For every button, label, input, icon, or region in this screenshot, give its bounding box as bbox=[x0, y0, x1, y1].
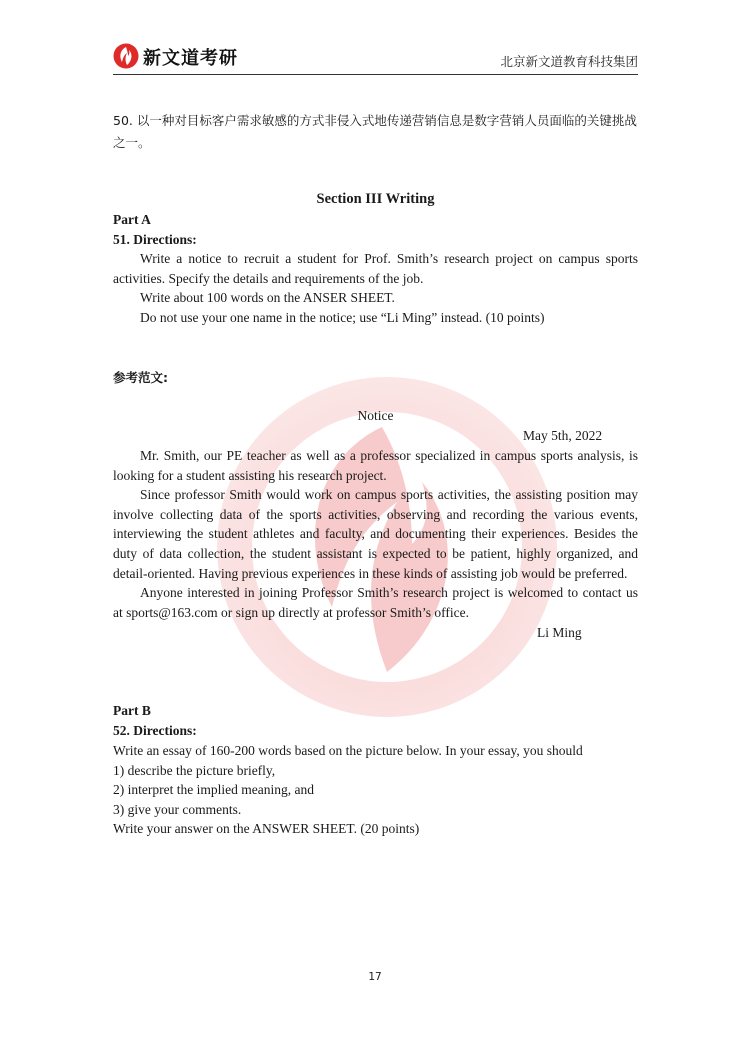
directions-line: Write about 100 words on the ANSER SHEET. bbox=[140, 290, 395, 306]
directions-line: Do not use your one name in the notice; use “Li Ming” instead. (10 points) bbox=[140, 309, 545, 325]
phoenix-logo-icon bbox=[113, 43, 139, 69]
part-a-directions-label: 51. Directions: bbox=[113, 232, 197, 247]
logo-text: 新文道考研 bbox=[143, 48, 238, 69]
sample-essay-label: 参考范文: bbox=[113, 370, 168, 385]
directions-line: 1) describe the picture briefly, bbox=[113, 762, 276, 778]
notice-signature-text: Li Ming bbox=[537, 625, 582, 640]
section-title: Section III Writing bbox=[316, 191, 435, 207]
notice-date-text: May 5th, 2022 bbox=[523, 428, 603, 443]
directions-line: Write an essay of 160-200 words based on the picture below. In your essay, you should bbox=[113, 743, 583, 758]
directions-line: Write your answer on the ANSWER SHEET. (20 points) bbox=[113, 821, 420, 837]
notice-title: Notice bbox=[357, 408, 394, 423]
part-a-directions bbox=[113, 249, 638, 327]
directions-line: Write a notice to recruit a student for Prof. Smith’s research project on campus sports activities. Specify the details and requirements of the job. bbox=[113, 251, 638, 286]
notice-paragraph: Anyone interested in joining Professor Smith’s research project is welcomed to contact us at sports@163.com or sign up directly at professor Smith’s office. bbox=[113, 585, 638, 620]
part-b-directions-label: 52. Directions: bbox=[113, 723, 197, 738]
notice-body bbox=[113, 446, 638, 622]
part-b-directions bbox=[113, 741, 638, 839]
notice-paragraph: Since professor Smith would work on campus sports activities, the assisting position may involve collecting data of the sports activities, observing and recording the various events, interviewing the student athletes and faculty, and documenting their experiences. Besides the duty of data collection, the student assistant is expected to be patient, highly organized, and detail-oriented. Having previous experiences in these kinds of assisting job would be preferred. bbox=[113, 487, 638, 581]
notice-paragraph: Mr. Smith, our PE teacher as well as a professor specialized in campus sports analysis, is looking for a student assisting his research project. bbox=[113, 448, 638, 483]
directions-line: 2) interpret the implied meaning, and bbox=[113, 782, 314, 798]
notice-signature bbox=[113, 623, 638, 643]
page-header bbox=[113, 42, 638, 75]
part-a-heading: Part A bbox=[113, 212, 151, 227]
page-number: 17 bbox=[368, 971, 382, 983]
directions-line: 3) give your comments. bbox=[113, 801, 242, 817]
organization-name: 北京新文道教育科技集团 bbox=[500, 54, 638, 69]
part-b-heading: Part B bbox=[113, 703, 151, 718]
question-50-text: 50. 以一种对目标客户需求敏感的方式非侵入式地传递营销信息是数字营销人员面临的关键挑战之一。 bbox=[113, 113, 637, 150]
notice-date bbox=[113, 426, 638, 446]
